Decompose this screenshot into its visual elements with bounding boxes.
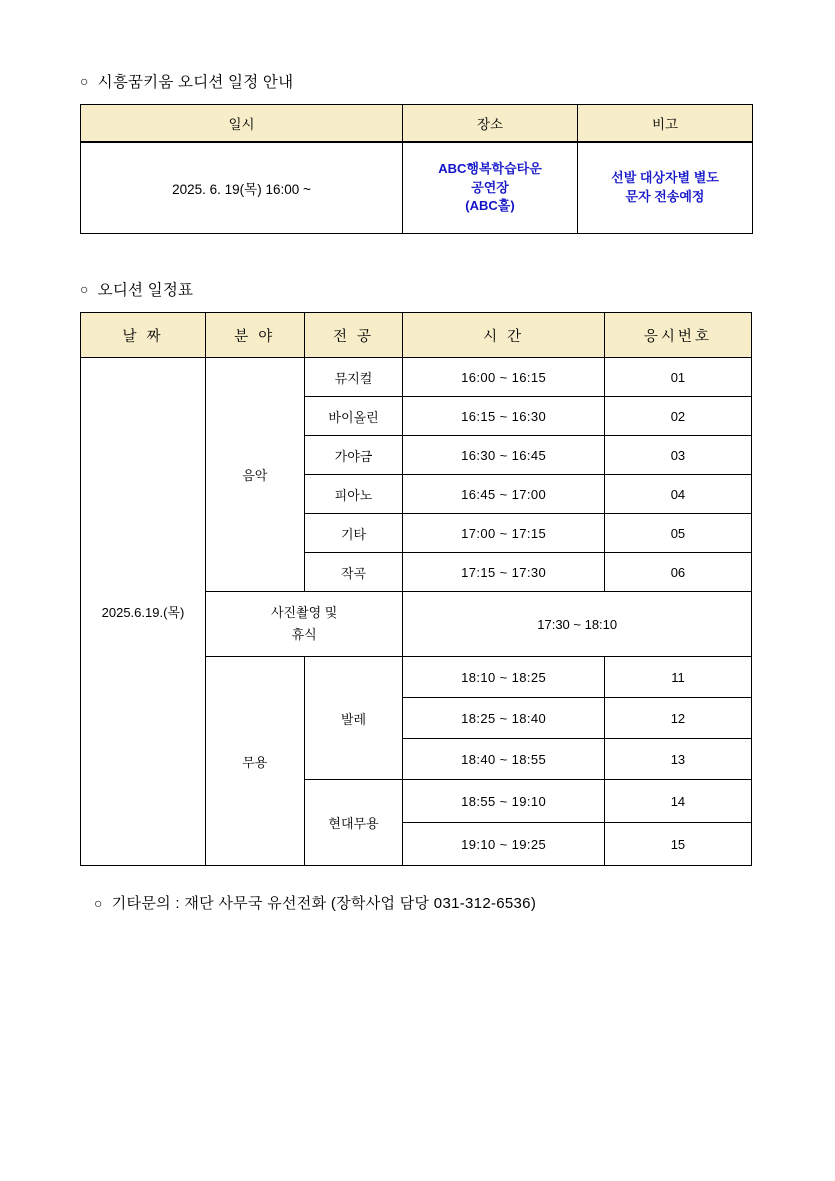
timetable-cell-major: 바이올린 bbox=[304, 397, 403, 436]
section-title-timetable: 오디션 일정표 bbox=[97, 282, 194, 299]
section-title-notice: 시흥꿈키움 오디션 일정 안내 bbox=[97, 74, 294, 91]
timetable-header-time: 시 간 bbox=[403, 313, 605, 358]
timetable-cell-time: 18:25 ~ 18:40 bbox=[403, 698, 605, 739]
timetable-cell-number: 02 bbox=[604, 397, 751, 436]
timetable-cell-time: 18:10 ~ 18:25 bbox=[403, 657, 605, 698]
circle-marker-icon: ○ bbox=[94, 894, 103, 911]
footer-note bbox=[80, 892, 755, 913]
timetable-cell-number: 06 bbox=[604, 553, 751, 592]
timetable-cell-major: 피아노 bbox=[304, 475, 403, 514]
timetable-cell-date: 2025.6.19.(목) bbox=[81, 358, 206, 866]
timetable-cell-number: 03 bbox=[604, 436, 751, 475]
timetable-table bbox=[80, 312, 752, 866]
timetable-cell-major: 가야금 bbox=[304, 436, 403, 475]
timetable-cell-time: 19:10 ~ 19:25 bbox=[403, 823, 605, 866]
notice-note-line-2: 문자 전송예정 bbox=[625, 189, 705, 204]
footer-note-text: 기타문의 : 재단 사무국 유선전화 (장학사업 담당 031-312-6536) bbox=[111, 895, 537, 912]
timetable-header-field: 분 야 bbox=[205, 313, 304, 358]
notice-table-row bbox=[81, 142, 753, 234]
break-label-line-2: 휴식 bbox=[291, 627, 317, 642]
timetable-cell-number: 01 bbox=[604, 358, 751, 397]
notice-cell-note bbox=[578, 142, 753, 234]
timetable-cell-break-time: 17:30 ~ 18:10 bbox=[403, 592, 752, 657]
timetable-cell-time: 17:15 ~ 17:30 bbox=[403, 553, 605, 592]
timetable-cell-major-ballet: 발레 bbox=[304, 657, 403, 780]
notice-table-header-row bbox=[81, 105, 753, 143]
timetable-cell-time: 16:45 ~ 17:00 bbox=[403, 475, 605, 514]
circle-marker-icon: ○ bbox=[80, 73, 89, 89]
notice-header-place: 장소 bbox=[403, 105, 578, 143]
timetable-cell-time: 17:00 ~ 17:15 bbox=[403, 514, 605, 553]
timetable-cell-number: 05 bbox=[604, 514, 751, 553]
timetable-cell-time: 18:55 ~ 19:10 bbox=[403, 780, 605, 823]
notice-place-line-1: ABC행복학습타운 bbox=[438, 160, 542, 176]
notice-cell-place bbox=[403, 142, 578, 234]
timetable-cell-major: 뮤지컬 bbox=[304, 358, 403, 397]
timetable-cell-number: 14 bbox=[604, 780, 751, 823]
notice-header-datetime: 일시 bbox=[81, 105, 403, 143]
circle-marker-icon: ○ bbox=[80, 281, 89, 297]
timetable-cell-time: 16:00 ~ 16:15 bbox=[403, 358, 605, 397]
timetable-cell-major: 기타 bbox=[304, 514, 403, 553]
timetable-cell-time: 16:15 ~ 16:30 bbox=[403, 397, 605, 436]
timetable-cell-number: 12 bbox=[604, 698, 751, 739]
notice-header-note: 비고 bbox=[578, 105, 753, 143]
notice-place-line-3: (ABC홀) bbox=[465, 198, 515, 214]
timetable-cell-number: 13 bbox=[604, 739, 751, 780]
timetable-cell-number: 15 bbox=[604, 823, 751, 866]
timetable-cell-field-music: 음악 bbox=[205, 358, 304, 592]
timetable-cell-time: 18:40 ~ 18:55 bbox=[403, 739, 605, 780]
timetable-header-date: 날 짜 bbox=[81, 313, 206, 358]
timetable-cell-time: 16:30 ~ 16:45 bbox=[403, 436, 605, 475]
notice-note-line-1: 선발 대상자별 별도 bbox=[611, 170, 719, 186]
table-row bbox=[81, 358, 752, 397]
section-heading-timetable bbox=[80, 278, 755, 300]
timetable-cell-break-label bbox=[205, 592, 402, 657]
timetable-cell-major: 작곡 bbox=[304, 553, 403, 592]
timetable-cell-field-dance: 무용 bbox=[205, 657, 304, 866]
timetable-header-number: 응시번호 bbox=[604, 313, 751, 358]
notice-table bbox=[80, 104, 753, 234]
break-label-line-1: 사진촬영 및 bbox=[270, 604, 338, 620]
timetable-cell-number: 04 bbox=[604, 475, 751, 514]
notice-place-line-2: 공연장 bbox=[471, 179, 509, 195]
timetable-cell-number: 11 bbox=[604, 657, 751, 698]
timetable-cell-major-modern: 현대무용 bbox=[304, 780, 403, 866]
notice-cell-datetime: 2025. 6. 19(목) 16:00 ~ bbox=[81, 142, 403, 234]
timetable-header-row bbox=[81, 313, 752, 358]
section-heading-notice bbox=[80, 70, 755, 92]
timetable-header-major: 전 공 bbox=[304, 313, 403, 358]
